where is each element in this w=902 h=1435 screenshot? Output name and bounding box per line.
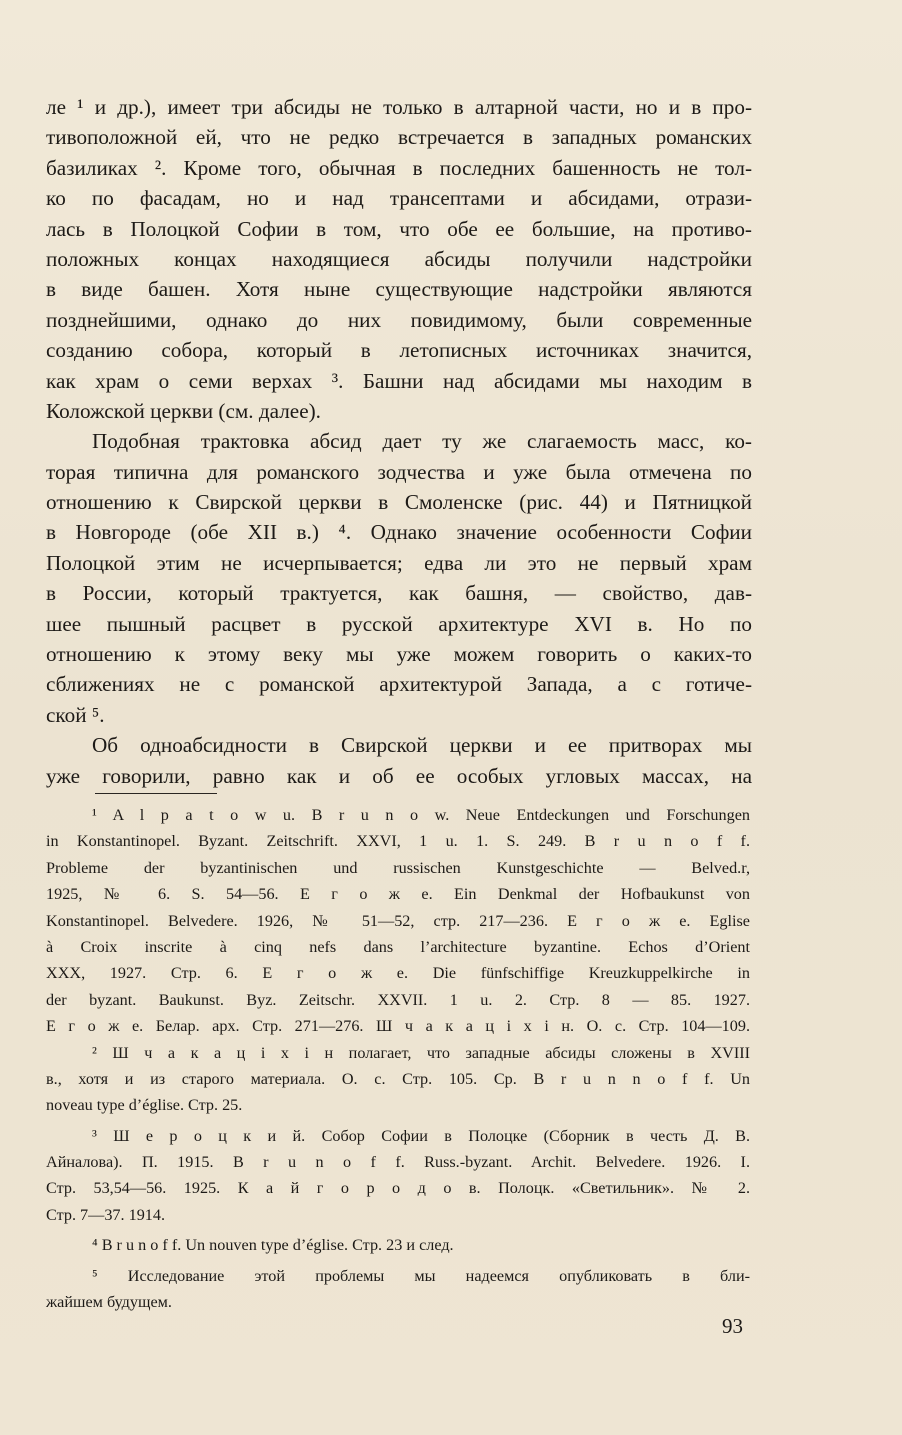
text-line: в Новгороде (обе XII в.) ⁴. Однако значение особенности Софии <box>46 520 752 545</box>
footnote-line: ² Ш ч а к а ц і х і н полагает, что западные абсиды сложены в XVIII <box>92 1043 750 1062</box>
text-line: лась в Полоцкой Софии в том, что обе ее большие, на противо- <box>46 216 752 241</box>
text-line: созданию собора, который в летописных источниках значится, <box>46 338 752 363</box>
text-line: базиликах ². Кроме того, обычная в последних башенность не тол- <box>46 155 752 180</box>
footnote-line: ⁵ Исследование этой проблемы мы надеемся опубликовать в бли- <box>92 1266 750 1285</box>
text-line: Коложской церкви (см. далее). <box>46 398 321 423</box>
text-line: положных концах находящиеся абсиды получили надстройки <box>46 246 752 271</box>
footnote-line: E г о ж е. Белар. арх. Стр. 271—276. Ш ч а к а ц і х і н. О. с. Стр. 104—109. <box>46 1017 750 1036</box>
text-line: в России, который трактуется, как башня, — свойство, дав- <box>46 581 752 606</box>
text-line: Полоцкой этим не исчерпывается; едва ли это не первый храм <box>46 550 752 575</box>
text-line: ской ⁵. <box>46 702 105 727</box>
footnote-line: noveau type d’église. Стр. 25. <box>46 1096 243 1115</box>
footnote-line: Konstantinopel. Belvedere. 1926, № 51—52, стр. 217—236. E г о ж е. Eglise <box>46 911 750 930</box>
text-line: торая типична для романского зодчества и уже была отмечена по <box>46 459 752 484</box>
page-number: 93 <box>722 1314 743 1338</box>
footnote-line: в., хотя и из старого материала. О. с. Стр. 105. Ср. B r u n n o f f. Un <box>46 1069 750 1088</box>
footnotes <box>46 802 750 1315</box>
text-line: ле ¹ и др.), имеет три абсиды не только в алтарной части, но и в про- <box>46 95 752 119</box>
footnote-line: à Croix inscrite à cinq nefs dans l’architecture byzantine. Echos d’Orient <box>46 937 750 956</box>
footnote-line: 1925, № 6. S. 54—56. E г о ж е. Ein Denkmal der Hofbaukunst von <box>46 885 750 904</box>
text-line: отношению к этому веку мы уже можем говорить о каких-то <box>46 642 752 667</box>
text-line: Об одноабсидности в Свирской церкви и ее притворах мы <box>92 733 752 758</box>
footnote-line: ³ Ш е р о ц к и й. Собор Софии в Полоцке (Сборник в честь Д. В. <box>92 1126 750 1145</box>
text-line: шее пышный расцвет в русской архитектуре XVI в. Но по <box>46 611 752 636</box>
footnote-line: der byzant. Baukunst. Byz. Zeitschr. XXVII. 1 u. 2. Стр. 8 — 85. 1927. <box>46 990 750 1009</box>
footnote-line: ¹ A l p a t o w u. B r u n o w. Neue Entdeckungen und Forschungen <box>92 806 750 824</box>
footnote-line: жайшем будущем. <box>46 1293 172 1312</box>
text-line: ко по фасадам, но и над трансептами и абсидами, отрази- <box>46 186 752 211</box>
main-text <box>46 92 752 791</box>
footnote-line: in Konstantinopel. Byzant. Zeitschrift. XXVI, 1 u. 1. S. 249. B r u n o f f. <box>46 832 750 851</box>
footnote-line: Стр. 7—37. 1914. <box>46 1205 166 1224</box>
text-line: Подобная трактовка абсид дает ту же слагаемость масс, ко- <box>92 429 752 454</box>
text-line: отношению к Свирской церкви в Смоленске (рис. 44) и Пятницкой <box>46 490 752 515</box>
text-line: как храм о семи верхах ³. Башни над абсидами мы находим в <box>46 368 752 393</box>
text-line: тивоположной ей, что не редко встречается в западных романских <box>46 125 752 150</box>
footnote-separator <box>95 793 217 794</box>
footnote-line: Стр. 53,54—56. 1925. К а й г о р о д о в. Полоцк. «Светильник». № 2. <box>46 1179 750 1198</box>
text-line: уже говорили, равно как и об ее особых угловых массах, на <box>46 763 752 788</box>
footnote-line: Probleme der byzantinischen und russischen Kunstgeschichte — Belved.r, <box>46 858 750 877</box>
text-line: в виде башен. Хотя ныне существующие надстройки являются <box>46 277 752 302</box>
text-line: позднейшими, однако до них повидимому, были современные <box>46 307 752 332</box>
footnote-line: Айналова). П. 1915. B r u n o f f. Russ.-byzant. Archit. Belvedere. 1926. I. <box>46 1153 750 1172</box>
footnote-line: ⁴ B r u n o f f. Un nouven type d’église. Стр. 23 и след. <box>92 1236 454 1255</box>
footnote-line: XXX, 1927. Стр. 6. E г о ж е. Die fünfschiffige Kreuzkuppelkirche in <box>46 964 750 983</box>
text-line: сближениях не с романской архитектурой Запада, а с готиче- <box>46 672 752 697</box>
